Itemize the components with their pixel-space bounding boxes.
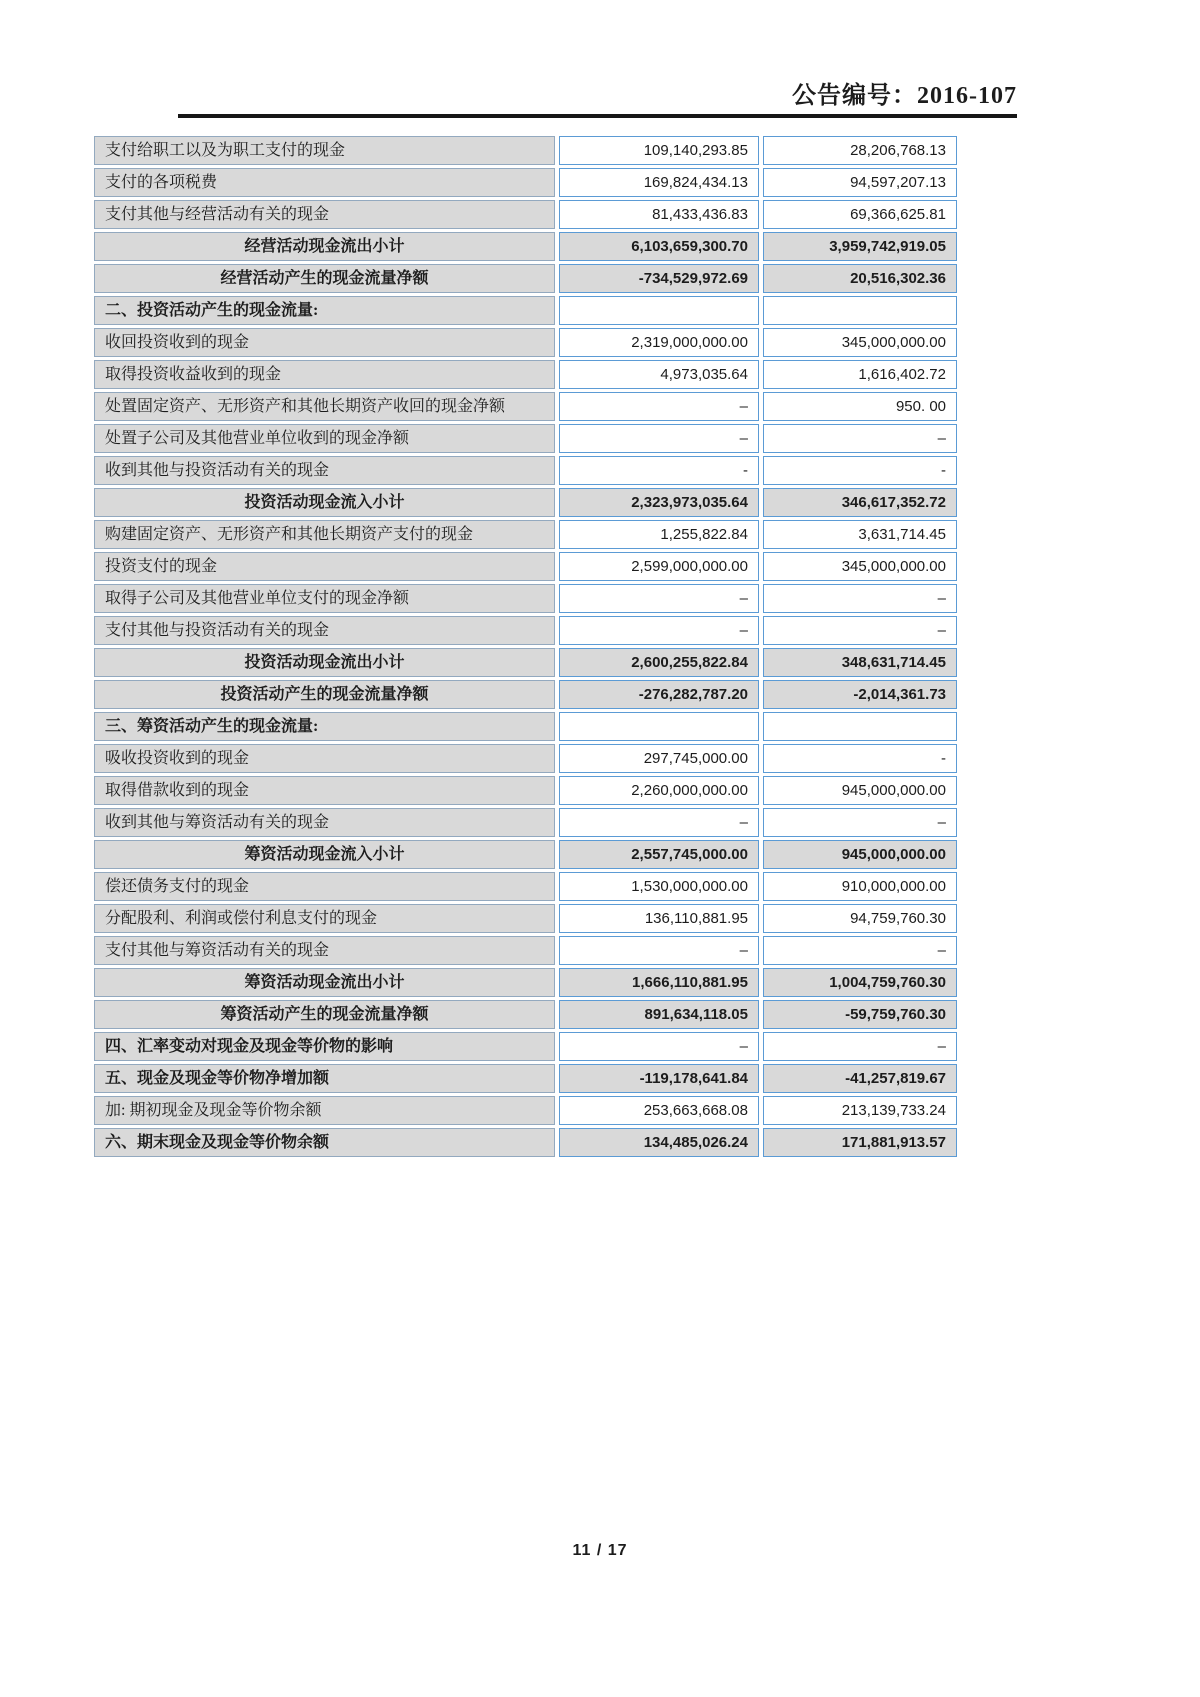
table-row [94,168,957,197]
row-label-cell: 偿还债务支付的现金 [94,872,555,901]
table-row [94,520,957,549]
table-row [94,360,957,389]
amount-current-period-cell: – [559,424,759,453]
row-label-cell: 支付给职工以及为职工支付的现金 [94,136,555,165]
table-row [94,1096,957,1125]
row-label-cell: 四、汇率变动对现金及现金等价物的影响 [94,1032,555,1061]
amount-prior-period-cell: 3,631,714.45 [763,520,957,549]
amount-current-period-cell: 1,666,110,881.95 [559,968,759,997]
row-label-cell: 购建固定资产、无形资产和其他长期资产支付的现金 [94,520,555,549]
amount-current-period-cell: 6,103,659,300.70 [559,232,759,261]
amount-current-period-cell: 134,485,026.24 [559,1128,759,1157]
row-label-cell: 加: 期初现金及现金等价物余额 [94,1096,555,1125]
page-footer [0,1542,1200,1560]
row-label-cell: 二、投资活动产生的现金流量: [94,296,555,325]
amount-current-period-cell: 2,260,000,000.00 [559,776,759,805]
amount-current-period-cell: 109,140,293.85 [559,136,759,165]
amount-prior-period-cell: 69,366,625.81 [763,200,957,229]
amount-prior-period-cell: 3,959,742,919.05 [763,232,957,261]
table-row [94,1032,957,1061]
amount-prior-period-cell: 213,139,733.24 [763,1096,957,1125]
amount-prior-period-cell: 945,000,000.00 [763,776,957,805]
table-row [94,840,957,869]
header-rule [178,114,1017,118]
row-label-cell: 分配股利、利润或偿付利息支付的现金 [94,904,555,933]
amount-prior-period-cell: 346,617,352.72 [763,488,957,517]
row-label-cell: 投资支付的现金 [94,552,555,581]
table-row [94,1128,957,1157]
row-label-cell: 筹资活动现金流出小计 [94,968,555,997]
row-label-cell: 取得投资收益收到的现金 [94,360,555,389]
amount-current-period-cell: 4,973,035.64 [559,360,759,389]
amount-prior-period-cell: - [763,456,957,485]
table-row [94,744,957,773]
row-label-cell: 支付其他与投资活动有关的现金 [94,616,555,645]
row-label-cell: 支付的各项税费 [94,168,555,197]
table-row [94,808,957,837]
amount-current-period-cell [559,296,759,325]
table-row [94,328,957,357]
amount-current-period-cell: 2,599,000,000.00 [559,552,759,581]
amount-prior-period-cell: 1,004,759,760.30 [763,968,957,997]
amount-current-period-cell: 2,319,000,000.00 [559,328,759,357]
amount-prior-period-cell: 20,516,302.36 [763,264,957,293]
row-label-cell: 六、期末现金及现金等价物余额 [94,1128,555,1157]
amount-prior-period-cell: 348,631,714.45 [763,648,957,677]
table-row [94,584,957,613]
row-label-cell: 投资活动现金流入小计 [94,488,555,517]
table-row [94,648,957,677]
amount-current-period-cell: 81,433,436.83 [559,200,759,229]
table-row [94,616,957,645]
row-label-cell: 支付其他与经营活动有关的现金 [94,200,555,229]
amount-current-period-cell: 891,634,118.05 [559,1000,759,1029]
row-label-cell: 取得借款收到的现金 [94,776,555,805]
table-row [94,456,957,485]
amount-prior-period-cell: – [763,584,957,613]
table-row [94,968,957,997]
row-label-cell: 吸收投资收到的现金 [94,744,555,773]
amount-current-period-cell: – [559,392,759,421]
amount-current-period-cell: – [559,584,759,613]
row-label-cell: 投资活动产生的现金流量净额 [94,680,555,709]
amount-current-period-cell: 2,600,255,822.84 [559,648,759,677]
amount-prior-period-cell: 950. 00 [763,392,957,421]
row-label-cell: 支付其他与筹资活动有关的现金 [94,936,555,965]
amount-current-period-cell: – [559,616,759,645]
table-row [94,1000,957,1029]
amount-prior-period-cell: 94,759,760.30 [763,904,957,933]
amount-prior-period-cell [763,712,957,741]
row-label-cell: 收回投资收到的现金 [94,328,555,357]
table-row [94,680,957,709]
amount-prior-period-cell: 345,000,000.00 [763,328,957,357]
row-label-cell: 五、现金及现金等价物净增加额 [94,1064,555,1093]
amount-prior-period-cell: 94,597,207.13 [763,168,957,197]
table-row [94,200,957,229]
row-label-cell: 筹资活动现金流入小计 [94,840,555,869]
amount-prior-period-cell: 1,616,402.72 [763,360,957,389]
amount-current-period-cell: – [559,1032,759,1061]
document-header [178,76,1017,118]
amount-prior-period-cell: -41,257,819.67 [763,1064,957,1093]
amount-current-period-cell: -119,178,641.84 [559,1064,759,1093]
row-label-cell: 筹资活动产生的现金流量净额 [94,1000,555,1029]
table-row [94,392,957,421]
amount-prior-period-cell: 345,000,000.00 [763,552,957,581]
row-label-cell: 经营活动现金流出小计 [94,232,555,261]
amount-prior-period-cell: – [763,424,957,453]
amount-current-period-cell: 297,745,000.00 [559,744,759,773]
amount-current-period-cell [559,712,759,741]
row-label-cell: 处置子公司及其他营业单位收到的现金净额 [94,424,555,453]
amount-prior-period-cell: - [763,744,957,773]
table-row [94,424,957,453]
amount-current-period-cell: 2,557,745,000.00 [559,840,759,869]
amount-prior-period-cell [763,296,957,325]
amount-prior-period-cell: – [763,936,957,965]
table-row [94,1064,957,1093]
amount-prior-period-cell: 910,000,000.00 [763,872,957,901]
page-number: 11 / 17 [572,1542,628,1559]
amount-prior-period-cell: – [763,616,957,645]
amount-current-period-cell: 253,663,668.08 [559,1096,759,1125]
table-row [94,936,957,965]
amount-current-period-cell: – [559,936,759,965]
amount-prior-period-cell: – [763,808,957,837]
row-label-cell: 投资活动现金流出小计 [94,648,555,677]
amount-current-period-cell: – [559,808,759,837]
cash-flow-table-body [94,136,957,1157]
table-row [94,296,957,325]
table-row [94,232,957,261]
amount-current-period-cell: 2,323,973,035.64 [559,488,759,517]
amount-current-period-cell: 1,530,000,000.00 [559,872,759,901]
row-label-cell: 经营活动产生的现金流量净额 [94,264,555,293]
table-row [94,872,957,901]
amount-current-period-cell: 169,824,434.13 [559,168,759,197]
row-label-cell: 取得子公司及其他营业单位支付的现金净额 [94,584,555,613]
amount-prior-period-cell: 28,206,768.13 [763,136,957,165]
announcement-number: 公告编号：2016-107 [792,83,1017,109]
table-row [94,904,957,933]
amount-prior-period-cell: -2,014,361.73 [763,680,957,709]
table-row [94,488,957,517]
cash-flow-table [90,133,961,1160]
amount-prior-period-cell: -59,759,760.30 [763,1000,957,1029]
table-row [94,552,957,581]
row-label-cell: 收到其他与筹资活动有关的现金 [94,808,555,837]
table-row [94,136,957,165]
table-row [94,712,957,741]
amount-current-period-cell: 136,110,881.95 [559,904,759,933]
table-row [94,264,957,293]
row-label-cell: 收到其他与投资活动有关的现金 [94,456,555,485]
row-label-cell: 处置固定资产、无形资产和其他长期资产收回的现金净额 [94,392,555,421]
amount-prior-period-cell: 171,881,913.57 [763,1128,957,1157]
amount-prior-period-cell: – [763,1032,957,1061]
amount-prior-period-cell: 945,000,000.00 [763,840,957,869]
amount-current-period-cell: - [559,456,759,485]
row-label-cell: 三、筹资活动产生的现金流量: [94,712,555,741]
amount-current-period-cell: -276,282,787.20 [559,680,759,709]
table-row [94,776,957,805]
amount-current-period-cell: 1,255,822.84 [559,520,759,549]
amount-current-period-cell: -734,529,972.69 [559,264,759,293]
